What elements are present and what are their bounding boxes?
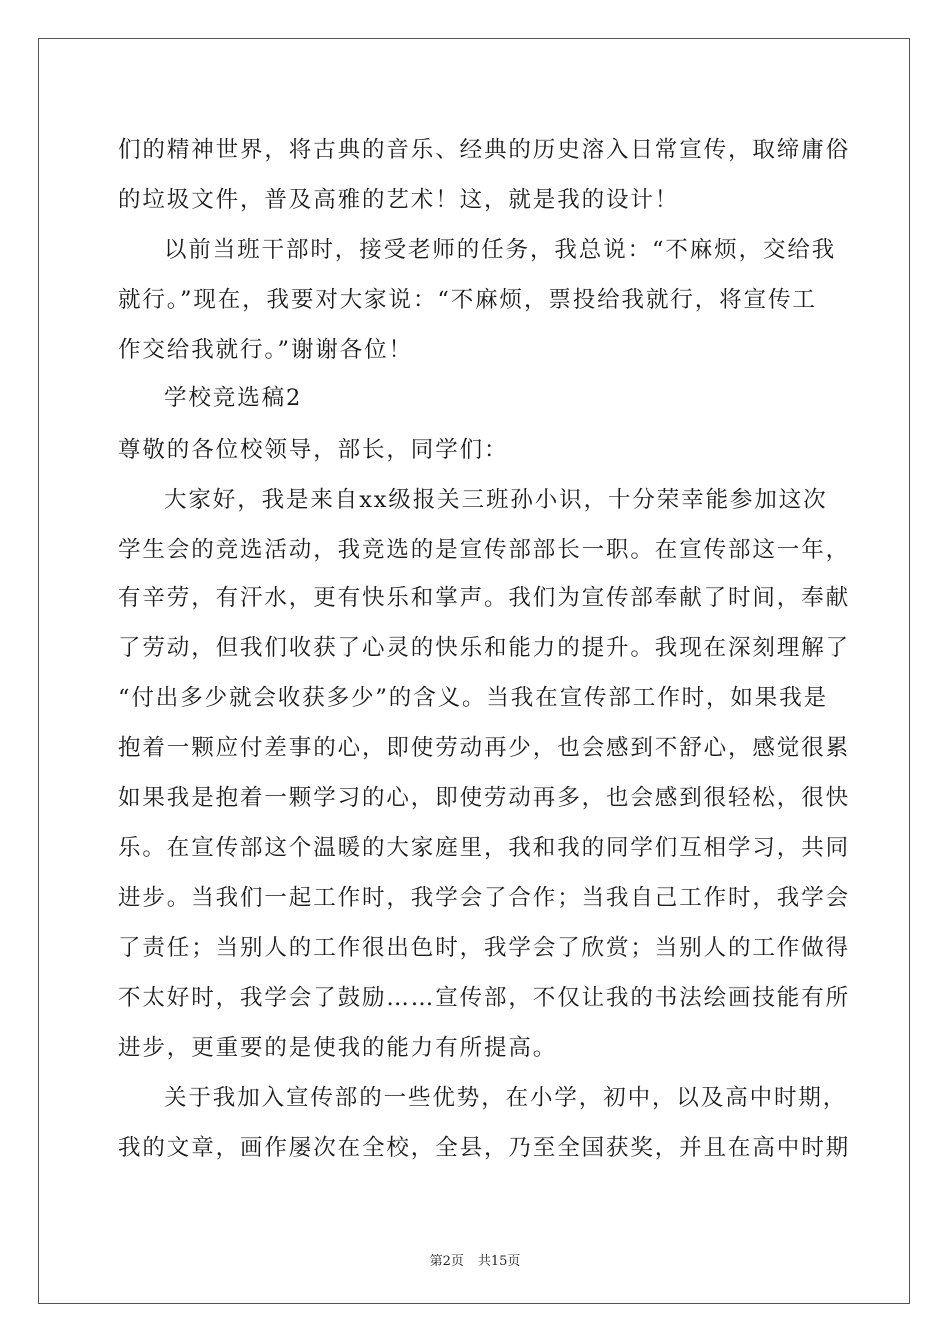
- text-line: 就行。”现在，我要对大家说：“不麻烦，票投给我就行，将宣传工: [118, 287, 817, 313]
- paragraph-start-line: 关于我加入宣传部的一些优势，在小学，初中，以及高中时期，: [164, 1085, 848, 1111]
- text-line: 有辛劳，有汗水，更有快乐和掌声。我们为宣传部奉献了时间，奉献: [118, 585, 851, 611]
- paragraph-start-line: 大家好，我是来自xx级报关三班孙小识，十分荣幸能参加这次: [164, 487, 828, 513]
- salutation-line: 尊敬的各位校领导，部长，同学们：: [118, 437, 509, 463]
- text-line: 进步，更重要的是使我的能力有所提高。: [118, 1035, 558, 1061]
- text-line: 作交给我就行。”谢谢各位！: [118, 337, 413, 363]
- page-border: [38, 38, 910, 1304]
- paragraph-start-line: 以前当班干部时，接受老师的任务，我总说：“不麻烦，交给我: [164, 237, 837, 263]
- text-line: 乐。在宣传部这个温暖的大家庭里，我和我的同学们互相学习，共同: [118, 835, 851, 861]
- page-number: 第2页: [429, 1254, 464, 1269]
- text-line: 了责任；当别人的工作很出色时，我学会了欣赏；当别人的工作做得: [118, 935, 851, 961]
- text-line: 我的文章，画作屡次在全校，全县，乃至全国获奖，并且在高中时期: [118, 1135, 851, 1161]
- text-line: “付出多少就会收获多少”的含义。当我在宣传部工作时，如果我是: [118, 685, 829, 711]
- text-line: 学生会的竞选活动，我竞选的是宣传部部长一职。在宣传部这一年，: [118, 537, 851, 563]
- section-heading: 学校竞选稿2: [164, 385, 303, 411]
- text-line: 了劳动，但我们收获了心灵的快乐和能力的提升。我现在深刻理解了: [118, 635, 851, 661]
- text-line: 不太好时，我学会了鼓励……宣传部，不仅让我的书法绘画技能有所: [118, 985, 851, 1011]
- page-footer: [0, 1250, 950, 1269]
- page-total: 共15页: [477, 1254, 521, 1269]
- text-line: 如果我是抱着一颗学习的心，即使劳动再多，也会感到很轻松，很快: [118, 785, 851, 811]
- text-line: 们的精神世界，将古典的音乐、经典的历史溶入日常宣传，取缔庸俗: [118, 137, 851, 163]
- text-line: 抱着一颗应付差事的心，即使劳动再少，也会感到不舒心，感觉很累: [118, 735, 851, 761]
- text-line: 进步。当我们一起工作时，我学会了合作；当我自己工作时，我学会: [118, 885, 851, 911]
- text-line: 的垃圾文件，普及高雅的艺术！这，就是我的设计！: [118, 187, 680, 213]
